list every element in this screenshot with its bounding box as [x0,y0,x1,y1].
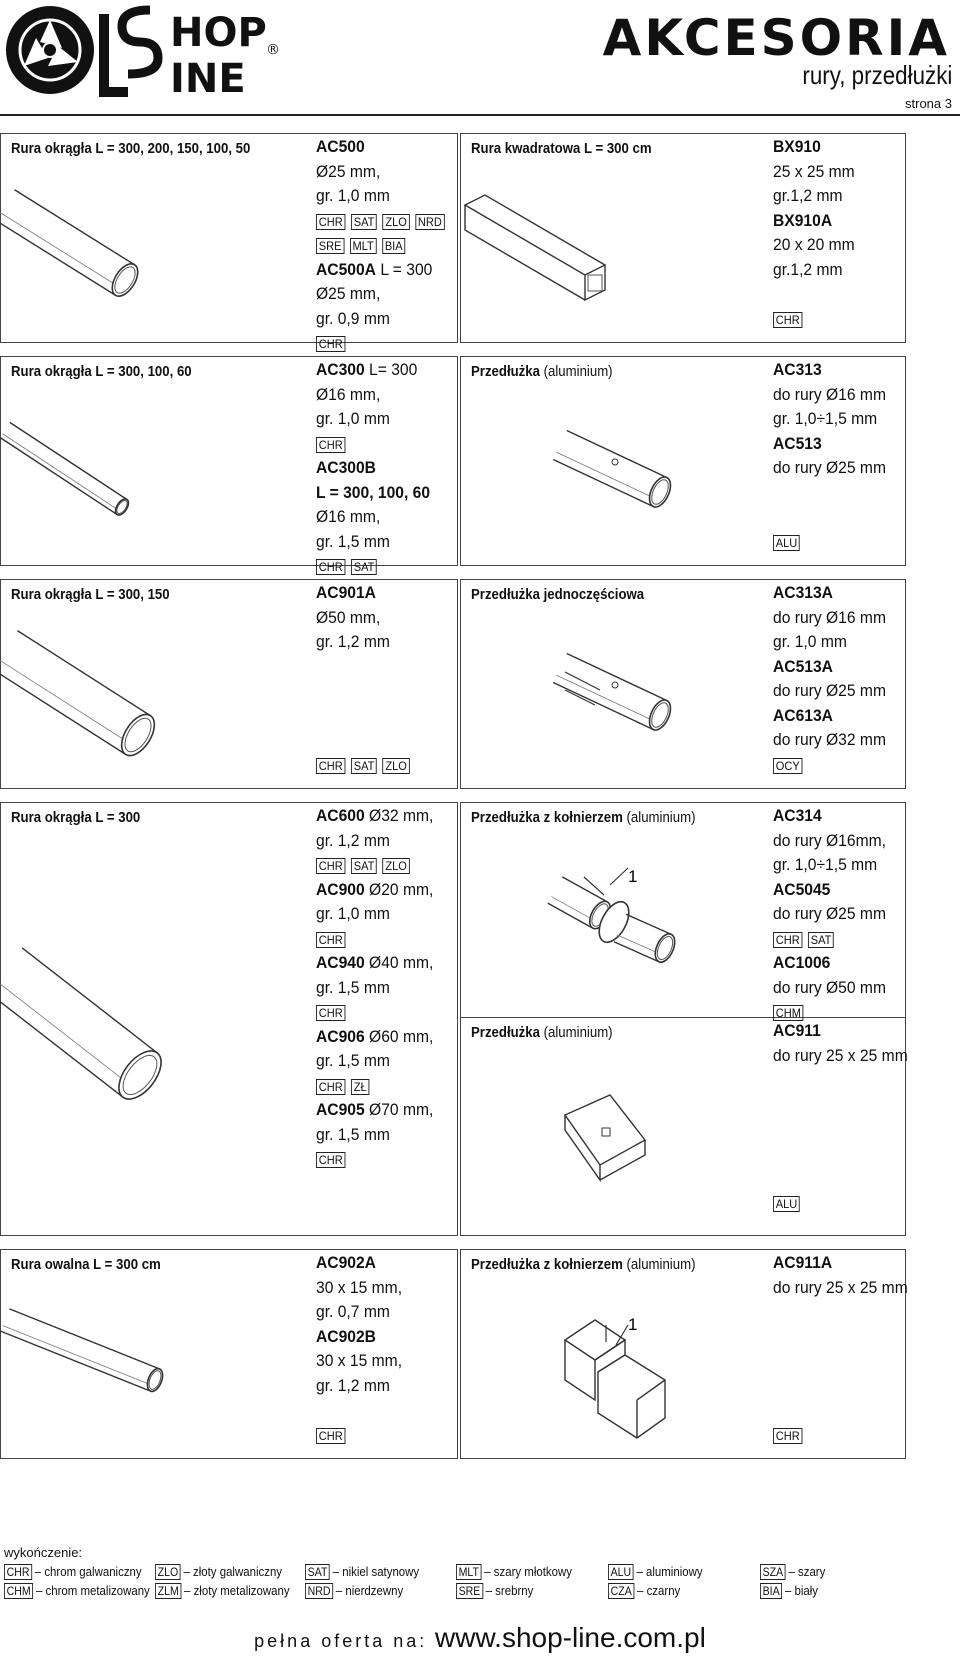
logo-S [122,10,158,74]
product-spec-line: gr.1,2 mm [773,186,843,205]
product-title [11,809,140,826]
product-code: AC613A [773,705,833,725]
product-code: AC911A [773,1253,833,1272]
product-spec-line: do rury Ø16 mm [773,607,886,627]
spacer [773,1325,908,1350]
product-spec-line: do rury Ø25 mm [773,681,886,700]
finish-tag: CHR [316,437,345,453]
product-card [460,356,906,566]
spacer [773,1117,908,1142]
footer [0,1622,960,1654]
legend-code: ZLO [155,1564,181,1580]
product-spec-line: L = 300, 100, 60 [316,482,431,502]
finish-tags [316,209,450,234]
product-specs [773,804,886,1025]
finish-tag: CHR [773,932,802,948]
product-title-text: Przedłużka [471,363,540,380]
product-title [11,363,192,380]
product-card [460,1249,906,1459]
logo-word-ine: INE [170,56,246,102]
product-code: AC500A L = 300 [316,259,433,279]
product-specs [316,1251,402,1447]
finish-tags [316,1423,402,1448]
product-title-text: Przedłużka z kołnierzem [471,1256,623,1273]
legend-label: – szary [788,1564,826,1579]
product-spec-line: gr. 1,2 mm [316,1375,390,1395]
finish-tags [316,233,450,258]
finish-tags [773,530,886,555]
product-spec-line: gr. 0,7 mm [316,1302,390,1321]
product-title-material: (aluminium) [622,1256,696,1273]
spacer [773,1300,908,1325]
product-spec-line: do rury Ø16 mm [773,384,886,404]
finish-tags [773,1191,908,1216]
product-card [460,1018,906,1236]
finish-tag: CHR [316,932,345,948]
product-specs [773,135,855,331]
product-spec-line: gr. 1,5 mm [316,531,390,551]
product-specs [316,804,433,1172]
footer-url[interactable]: www.shop-line.com.pl [435,1622,706,1653]
product-title [11,1256,161,1273]
legend-label: – szary młotkowy [484,1564,572,1579]
legend-item [456,1564,572,1580]
product-spec-line: gr. 1,2 mm [316,632,390,651]
legend-label: – czarny [637,1583,681,1598]
header-divider [0,114,960,116]
finish-tags [316,432,430,457]
product-spec-line: gr. 1,5 mm [316,1051,390,1070]
product-title-text: Rura okrągła L = 300, 200, 150, 100, 50 [11,140,251,157]
logo-word-hop: HOP [170,10,267,56]
finish-tag: SAT [351,858,377,874]
legend-label: – złoty galwaniczny [183,1564,283,1579]
product-code: AC900 Ø20 mm, [316,879,434,899]
product-card [0,356,458,574]
legend-label: – nikiel satynowy [332,1564,420,1579]
legend-code: MLT [456,1564,482,1580]
finish-tag: ZŁ [351,1079,369,1095]
product-code: AC313A [773,583,833,602]
product-spec-line: do rury Ø25 mm [773,904,886,923]
product-title-text: Przedłużka [471,1024,540,1041]
product-spec-line: gr. 1,5 mm [316,1124,390,1144]
product-specs [773,358,886,554]
dimension-label: 1 [628,1315,638,1334]
product-specs [316,581,415,777]
product-title-text: Rura okrągła L = 300 [11,809,141,826]
finish-tag: SAT [351,559,377,575]
legend-label: – biały [784,1583,819,1598]
finish-tag: SRE [316,238,344,254]
spacer [773,1142,908,1167]
legend-code: BIA [760,1583,782,1599]
finish-tag: SAT [351,214,377,230]
product-spec-line: do rury 25 x 25 mm [773,1277,908,1297]
legend-item [608,1583,680,1599]
product-title [471,140,652,157]
finish-tags [773,1423,908,1448]
product-specs [316,358,430,579]
legend-item [4,1564,142,1580]
svg-text:®: ® [266,42,280,58]
legend-code: SRE [456,1583,483,1599]
finish-tag: CHM [773,1005,804,1021]
product-title-text: Rura owalna L = 300 cm [11,1256,161,1273]
product-code: AC600 Ø32 mm, [316,806,434,825]
product-title [471,363,613,380]
finish-tags [316,753,415,778]
finish-tag: CHR [316,214,345,230]
finish-tag: CHR [316,1428,345,1444]
finish-tag: CHR [773,312,802,328]
product-title [471,586,644,603]
legend-item [305,1583,403,1599]
finish-tag: ZLO [383,858,410,874]
product-spec-line: Ø25 mm, [316,284,381,303]
product-spec-line: 20 x 20 mm [773,235,855,254]
product-code: AC906 Ø60 mm, [316,1026,434,1046]
spacer [773,1093,908,1118]
product-code: AC902B [316,1326,376,1346]
product-code: AC513 [773,433,822,453]
finish-tag: SAT [808,932,834,948]
finish-tag: CHR [316,1079,345,1095]
legend-code: ALU [608,1564,634,1580]
product-specs [773,1019,908,1215]
spacer [773,1166,908,1191]
product-title-text: Przedłużka jednoczęściowa [471,586,645,603]
product-code: AC314 [773,806,822,825]
spacer [316,704,415,729]
product-card [0,579,458,789]
legend-code: CHR [4,1564,32,1580]
product-card [460,133,906,343]
finish-tag: CHR [316,1152,345,1168]
finish-tags [773,753,886,778]
finish-tag: MLT [350,238,377,254]
product-code: AC513A [773,656,833,676]
finish-tags [316,554,430,579]
product-code: AC905 Ø70 mm, [316,1100,434,1119]
product-code: AC500 [316,137,365,156]
product-title-text: Rura okrągła L = 300, 100, 60 [11,363,192,380]
product-spec-line: gr. 1,0÷1,5 mm [773,409,878,428]
product-specs [316,135,450,356]
finish-tag: ZLO [383,214,410,230]
logo-hub [43,43,57,57]
finish-tag: CHR [316,336,345,352]
legend-code: CHM [4,1583,33,1599]
product-code: BX910 [773,137,821,156]
product-spec-line: gr.1,2 mm [773,259,843,279]
product-code: AC313 [773,360,822,379]
spacer [316,655,415,680]
spacer [773,1068,908,1093]
finish-tags [316,1074,433,1099]
legend-item [608,1564,703,1580]
spacer [316,1398,402,1423]
product-spec-line: do rury 25 x 25 mm [773,1045,908,1065]
legend-item [760,1583,818,1599]
finish-tag: SAT [351,758,377,774]
legend-label: – złoty metalizowany [184,1583,290,1598]
product-spec-line: gr. 1,5 mm [316,977,390,997]
product-spec-line: gr. 1,0 mm [316,904,390,923]
product-title-text: Rura okrągła L = 300, 150 [11,586,170,603]
shop-line-logo [0,0,320,104]
finish-tags [773,927,886,952]
finish-tag: CHR [316,1005,345,1021]
footer-prefix: pełna oferta na: [254,1631,428,1651]
product-spec-line: Ø25 mm, [316,161,381,181]
product-card [0,1249,458,1459]
finish-tags [316,927,433,952]
product-spec-line: gr. 1,0 mm [316,409,390,428]
finish-tag: NRD [415,214,444,230]
product-spec-line: 30 x 15 mm, [316,1277,403,1297]
finish-tag: CHR [773,1428,802,1444]
legend-item [155,1583,290,1599]
product-code: AC902A [316,1253,376,1272]
product-spec-line: do rury Ø32 mm [773,730,886,749]
product-code: AC300B [316,458,376,477]
legend-item [4,1583,150,1599]
finish-tag: CHR [316,858,345,874]
spacer [773,505,886,530]
spacer [773,1374,908,1399]
legend-label: – chrom metalizowany [35,1583,150,1598]
product-spec-line: Ø16 mm, [316,507,381,526]
product-code: AC940 Ø40 mm, [316,953,434,972]
legend-heading: wykończenie: [4,1545,83,1560]
product-specs [773,1251,908,1447]
product-spec-line: 25 x 25 mm [773,161,855,181]
finish-tags [316,1147,433,1172]
legend-item [305,1564,419,1580]
page-number: strona 3 [905,96,952,111]
legend-label: – nierdzewny [335,1583,404,1598]
finish-tags [316,1000,433,1025]
finish-tag: ALU [773,535,800,551]
finish-tag: ZLO [383,758,410,774]
spacer [773,481,886,506]
product-card [460,802,906,1018]
product-title-material: (aluminium) [539,363,613,380]
product-code: AC5045 [773,879,831,899]
legend-label: – srebrny [485,1583,534,1598]
spacer [316,728,415,753]
product-spec-line: do rury Ø50 mm [773,977,886,997]
legend-item [456,1583,533,1599]
finish-tag: CHR [316,758,345,774]
finish-tag: BIA [382,238,405,254]
finish-tag: CHR [316,559,345,575]
product-spec-line: Ø16 mm, [316,384,381,404]
product-spec-line: gr. 1,0÷1,5 mm [773,855,878,874]
legend-label: – aluminiowy [636,1564,703,1579]
product-title-material: (aluminium) [622,809,696,826]
legend-code: SZA [760,1564,786,1580]
product-spec-line: gr. 1,0 mm [316,186,390,205]
product-code: AC901A [316,583,376,602]
product-title-text: Przedłużka z kołnierzem [471,809,623,826]
product-title [471,1256,695,1273]
brand-title: AKCESORIA [602,9,950,67]
product-spec-line: gr. 0,9 mm [316,308,390,328]
product-spec-line: Ø50 mm, [316,607,381,627]
product-spec-line: gr. 1,0 mm [773,632,847,651]
finish-tag: OCY [773,758,802,774]
product-code: BX910A [773,210,833,230]
product-title-material: (aluminium) [539,1024,613,1041]
legend-item [760,1564,825,1580]
spacer [316,679,415,704]
product-code: AC300 L= 300 [316,360,418,379]
product-code: AC911 [773,1021,821,1040]
product-card [460,579,906,789]
legend-code: ZLM [155,1583,181,1599]
product-title [471,1024,613,1041]
product-code: AC1006 [773,953,831,972]
product-card [0,802,458,1236]
spacer [773,1349,908,1374]
product-specs [773,581,886,777]
finish-tags [316,853,433,878]
legend-code: NRD [305,1583,333,1599]
product-spec-line: do rury Ø25 mm [773,458,886,477]
product-title-text: Rura kwadratowa L = 300 cm [471,140,652,157]
legend-code: CZA [608,1583,634,1599]
product-spec-line: gr. 1,2 mm [316,830,390,850]
spacer [773,1398,908,1423]
product-spec-line: 30 x 15 mm, [316,1351,403,1370]
finish-tags [316,331,450,356]
legend-code: SAT [305,1564,330,1580]
product-spec-line: do rury Ø16mm, [773,830,886,850]
logo-graphic [0,0,320,104]
spacer [773,282,855,307]
finish-tag: ALU [773,1196,800,1212]
legend-item [155,1564,282,1580]
product-card [0,133,458,351]
finish-tags [773,307,855,332]
legend-label: – chrom galwaniczny [34,1564,142,1579]
page-subtitle: rury, przedłużki [802,60,952,90]
product-title [11,586,170,603]
product-title [471,809,695,826]
product-title [11,140,250,157]
dimension-label: 1 [628,867,638,886]
